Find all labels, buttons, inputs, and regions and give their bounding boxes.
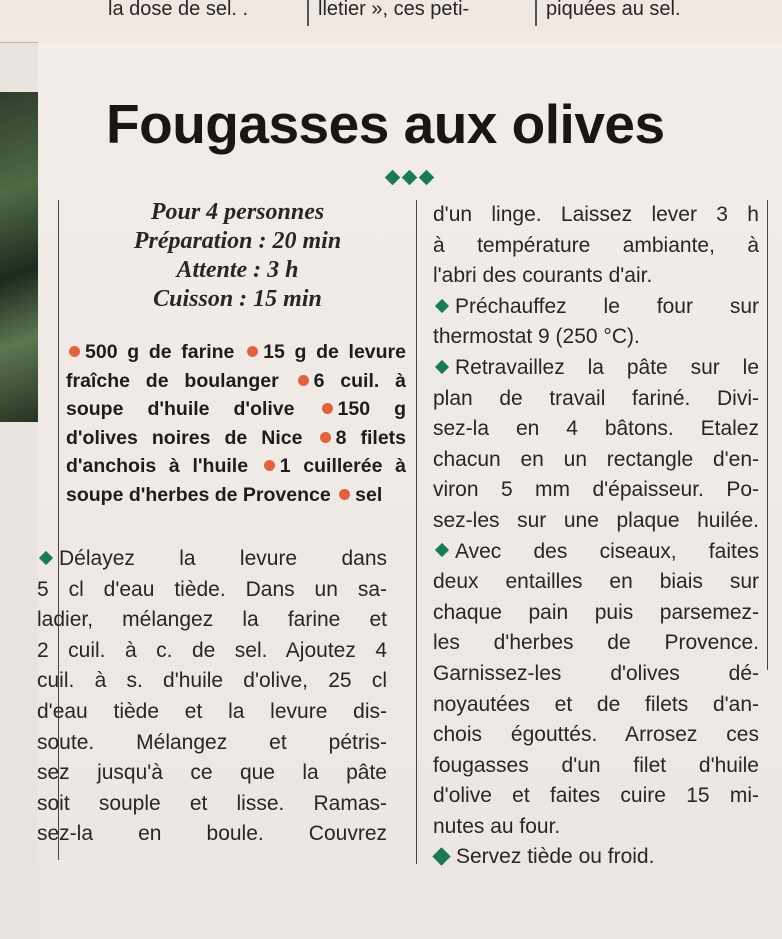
previous-article-strip: [0, 0, 782, 43]
bullet-dot-icon: [320, 432, 331, 443]
right-border-rule: [767, 200, 768, 670]
ingredient: 150 g d'olives noires de Nice: [66, 398, 406, 449]
ingredient: 6 cuil. à soupe d'huile d'olive: [66, 369, 406, 420]
instruction-line: deux entailles en biais sur: [433, 570, 759, 594]
ingredient: 1 cuillerée à soupe d'herbes de Provence: [66, 455, 406, 506]
instruction-line: Délayez la levure dans: [37, 544, 387, 575]
bullet-dot-icon: [339, 489, 350, 500]
rest-time: Attente : 3 h: [176, 257, 299, 283]
cook-time: Cuisson : 15 min: [153, 286, 322, 312]
instruction-line: chois égouttés. Arrosez ces: [433, 723, 759, 747]
instructions-column-2: [433, 200, 759, 873]
bullet-dot-icon: [264, 460, 275, 471]
prep-time: Préparation : 20 min: [133, 228, 342, 254]
diamond-icon: [402, 170, 418, 186]
instruction-line: 2 cuil. à c. de sel. Ajoutez 4: [37, 638, 387, 662]
diamond-icon: [385, 170, 401, 186]
instruction-line: Garnissez-les d'olives dé-: [433, 661, 759, 685]
instruction-line: thermostat 9 (250 °C).: [433, 325, 640, 349]
instruction-line: sez-les sur une plaque huilée.: [433, 508, 759, 532]
diamond-icon: [419, 170, 435, 186]
prev-text-fragment: piquées au sel.: [546, 0, 681, 20]
instruction-line: 5 cl d'eau tiède. Dans un sa-: [37, 577, 387, 601]
step-diamond-icon: [432, 847, 450, 865]
ingredient: 8 filets d'anchois à l'huile: [66, 426, 407, 477]
prev-text-fragment: la dose de sel. .: [108, 0, 249, 20]
instruction-line: noyautées et de filets d'an-: [433, 692, 759, 716]
instruction-line: d'olive et faites cuire 15 mi-: [433, 784, 759, 808]
ingredient: 15 g de levure fraîche de boulanger: [66, 341, 406, 392]
instruction-line: soute. Mélangez et pétris-: [37, 730, 387, 754]
bullet-dot-icon: [247, 346, 258, 357]
instruction-line: les d'herbes de Provence.: [433, 631, 759, 655]
recipe-meta: [70, 198, 405, 314]
instruction-line: chaque pain puis parsemez-: [433, 600, 759, 624]
ingredient: 500 g de farine: [85, 341, 235, 363]
instruction-line: Avec des ciseaux, faites: [433, 537, 759, 568]
instruction-line: sez-la en boule. Couvrez: [37, 822, 387, 846]
column-divider: [307, 0, 309, 26]
bullet-dot-icon: [322, 403, 333, 414]
instruction-line: chacun en un rectangle d'en-: [433, 447, 759, 471]
instruction-line: Servez tiède ou froid.: [433, 842, 759, 873]
ingredients-list: [66, 338, 406, 509]
bullet-dot-icon: [69, 346, 80, 357]
prev-text-fragment: lletier », ces peti-: [318, 0, 470, 20]
step-diamond-icon: [435, 299, 449, 313]
instruction-line: Préchauffez le four sur: [433, 292, 759, 323]
instruction-line: d'un linge. Laissez lever 3 h: [433, 203, 759, 226]
instruction-line: viron 5 mm d'épaisseur. Po-: [433, 478, 759, 502]
instruction-line: soit souple et lisse. Ramas-: [37, 791, 387, 815]
olive-leaves-photo: [0, 92, 38, 422]
bullet-dot-icon: [298, 375, 309, 386]
instructions-column-1: [37, 544, 387, 850]
column-divider-rule: [416, 200, 417, 864]
step-diamond-icon: [435, 360, 449, 374]
instruction-line: plan de travail fariné. Divi-: [433, 386, 759, 410]
instruction-line: d'eau tiède et la levure dis-: [37, 699, 387, 723]
instruction-line: ladier, mélangez la farine et: [37, 608, 387, 632]
servings: Pour 4 personnes: [150, 199, 325, 225]
recipe-title: Fougasses aux olives: [106, 93, 665, 155]
instruction-line: sez-la en 4 bâtons. Etalez: [433, 417, 759, 441]
instruction-line: Retravaillez la pâte sur le: [433, 353, 759, 384]
instruction-line: l'abri des courants d'air.: [433, 264, 653, 288]
title-ornament: [385, 170, 434, 185]
ingredient: sel: [355, 483, 383, 506]
instruction-line: cuil. à s. d'huile d'olive, 25 cl: [37, 669, 387, 693]
step-diamond-icon: [39, 551, 53, 565]
instruction-line: nutes au four.: [433, 814, 561, 838]
column-divider: [535, 0, 537, 26]
instruction-line: fougasses d'un filet d'huile: [433, 753, 759, 777]
instruction-line: à température ambiante, à: [433, 233, 759, 257]
instruction-line: sez jusqu'à ce que la pâte: [37, 761, 387, 785]
step-diamond-icon: [435, 543, 449, 557]
